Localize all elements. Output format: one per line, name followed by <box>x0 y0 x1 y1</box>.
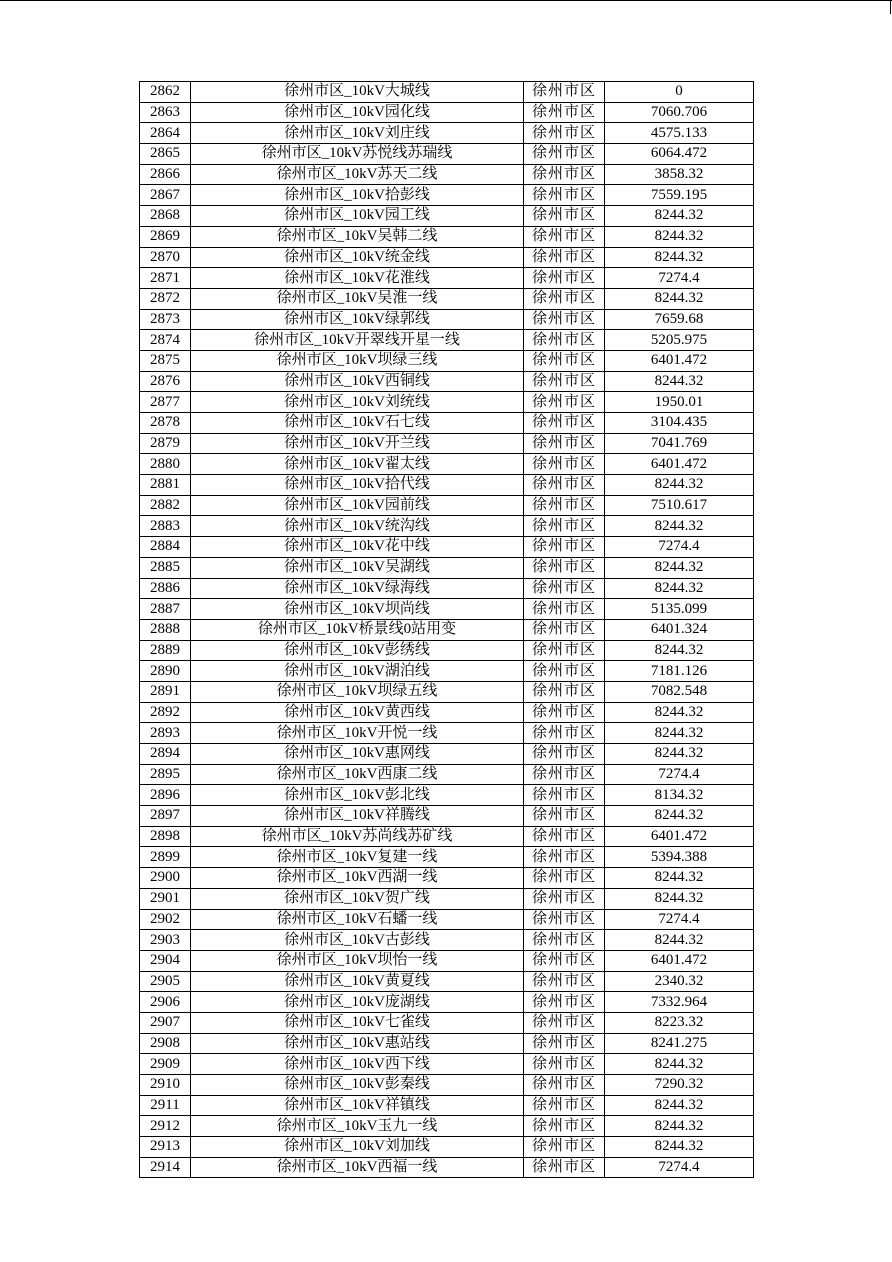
table-row <box>140 1075 754 1096</box>
region-cell: 徐州市区 <box>524 206 605 227</box>
line-name-cell: 徐州市区_10kV贺广线 <box>191 888 524 909</box>
table-row <box>140 288 754 309</box>
region-cell: 徐州市区 <box>524 806 605 827</box>
line-name-cell: 徐州市区_10kV玉九一线 <box>191 1116 524 1137</box>
value-cell: 6401.472 <box>605 454 754 475</box>
table-row <box>140 599 754 620</box>
value-cell: 8244.32 <box>605 868 754 889</box>
page-right-border <box>890 0 891 14</box>
table-row <box>140 268 754 289</box>
line-name-cell: 徐州市区_10kV彭绣线 <box>191 640 524 661</box>
line-name-cell: 徐州市区_10kV坝绿五线 <box>191 681 524 702</box>
line-name-cell: 徐州市区_10kV绿郭线 <box>191 309 524 330</box>
row-number-cell: 2909 <box>140 1054 191 1075</box>
row-number-cell: 2869 <box>140 226 191 247</box>
row-number-cell: 2866 <box>140 164 191 185</box>
row-number-cell: 2910 <box>140 1075 191 1096</box>
line-name-cell: 徐州市区_10kV苏尚线苏矿线 <box>191 826 524 847</box>
line-name-cell: 徐州市区_10kV彭北线 <box>191 785 524 806</box>
region-cell: 徐州市区 <box>524 681 605 702</box>
value-cell: 8244.32 <box>605 557 754 578</box>
table-row <box>140 1137 754 1158</box>
region-cell: 徐州市区 <box>524 847 605 868</box>
table-row <box>140 1157 754 1178</box>
line-name-cell: 徐州市区_10kV拾代线 <box>191 475 524 496</box>
line-name-cell: 徐州市区_10kV刘加线 <box>191 1137 524 1158</box>
row-number-cell: 2900 <box>140 868 191 889</box>
table-row <box>140 909 754 930</box>
line-name-cell: 徐州市区_10kV开兰线 <box>191 433 524 454</box>
line-name-cell: 徐州市区_10kV七雀线 <box>191 1012 524 1033</box>
table-row <box>140 950 754 971</box>
region-cell: 徐州市区 <box>524 1137 605 1158</box>
line-name-cell: 徐州市区_10kV苏天二线 <box>191 164 524 185</box>
table-row <box>140 102 754 123</box>
value-cell: 6401.472 <box>605 950 754 971</box>
value-cell: 7274.4 <box>605 764 754 785</box>
row-number-cell: 2897 <box>140 806 191 827</box>
value-cell: 6064.472 <box>605 144 754 165</box>
row-number-cell: 2872 <box>140 288 191 309</box>
table-row <box>140 144 754 165</box>
value-cell: 8244.32 <box>605 723 754 744</box>
value-cell: 8244.32 <box>605 516 754 537</box>
line-name-cell: 徐州市区_10kV开悦一线 <box>191 723 524 744</box>
table-row <box>140 82 754 103</box>
table-row <box>140 1116 754 1137</box>
row-number-cell: 2867 <box>140 185 191 206</box>
region-cell: 徐州市区 <box>524 1054 605 1075</box>
region-cell: 徐州市区 <box>524 785 605 806</box>
line-name-cell: 徐州市区_10kV花淮线 <box>191 268 524 289</box>
region-cell: 徐州市区 <box>524 930 605 951</box>
region-cell: 徐州市区 <box>524 992 605 1013</box>
row-number-cell: 2883 <box>140 516 191 537</box>
region-cell: 徐州市区 <box>524 288 605 309</box>
region-cell: 徐州市区 <box>524 909 605 930</box>
row-number-cell: 2891 <box>140 681 191 702</box>
page-top-border <box>0 0 892 1</box>
line-name-cell: 徐州市区_10kV黄西线 <box>191 702 524 723</box>
table-row <box>140 537 754 558</box>
line-name-cell: 徐州市区_10kV刘庄线 <box>191 123 524 144</box>
row-number-cell: 2914 <box>140 1157 191 1178</box>
value-cell: 6401.472 <box>605 826 754 847</box>
row-number-cell: 2908 <box>140 1033 191 1054</box>
value-cell: 7659.68 <box>605 309 754 330</box>
value-cell: 3858.32 <box>605 164 754 185</box>
region-cell: 徐州市区 <box>524 1157 605 1178</box>
table-row <box>140 868 754 889</box>
region-cell: 徐州市区 <box>524 1116 605 1137</box>
region-cell: 徐州市区 <box>524 557 605 578</box>
table-row <box>140 330 754 351</box>
table-row <box>140 247 754 268</box>
row-number-cell: 2879 <box>140 433 191 454</box>
value-cell: 8244.32 <box>605 578 754 599</box>
value-cell: 7510.617 <box>605 495 754 516</box>
region-cell: 徐州市区 <box>524 144 605 165</box>
region-cell: 徐州市区 <box>524 454 605 475</box>
value-cell: 6401.472 <box>605 350 754 371</box>
value-cell: 7181.126 <box>605 661 754 682</box>
region-cell: 徐州市区 <box>524 744 605 765</box>
line-name-cell: 徐州市区_10kV园前线 <box>191 495 524 516</box>
region-cell: 徐州市区 <box>524 371 605 392</box>
value-cell: 4575.133 <box>605 123 754 144</box>
region-cell: 徐州市区 <box>524 495 605 516</box>
value-cell: 7290.32 <box>605 1075 754 1096</box>
row-number-cell: 2911 <box>140 1095 191 1116</box>
region-cell: 徐州市区 <box>524 619 605 640</box>
table-row <box>140 723 754 744</box>
table-row <box>140 702 754 723</box>
table-row <box>140 516 754 537</box>
table-row <box>140 433 754 454</box>
table-row <box>140 392 754 413</box>
row-number-cell: 2888 <box>140 619 191 640</box>
row-number-cell: 2873 <box>140 309 191 330</box>
region-cell: 徐州市区 <box>524 1095 605 1116</box>
region-cell: 徐州市区 <box>524 1075 605 1096</box>
table-row <box>140 413 754 434</box>
line-name-cell: 徐州市区_10kV黄夏线 <box>191 971 524 992</box>
region-cell: 徐州市区 <box>524 599 605 620</box>
line-name-cell: 徐州市区_10kV西福一线 <box>191 1157 524 1178</box>
line-name-cell: 徐州市区_10kV祥镇线 <box>191 1095 524 1116</box>
value-cell: 7041.769 <box>605 433 754 454</box>
value-cell: 8244.32 <box>605 1116 754 1137</box>
value-cell: 8244.32 <box>605 206 754 227</box>
line-name-cell: 徐州市区_10kV西铜线 <box>191 371 524 392</box>
row-number-cell: 2902 <box>140 909 191 930</box>
table-row <box>140 847 754 868</box>
region-cell: 徐州市区 <box>524 433 605 454</box>
row-number-cell: 2881 <box>140 475 191 496</box>
value-cell: 7274.4 <box>605 268 754 289</box>
table-row <box>140 475 754 496</box>
table-row <box>140 681 754 702</box>
table-row <box>140 661 754 682</box>
table-row <box>140 226 754 247</box>
region-cell: 徐州市区 <box>524 868 605 889</box>
region-cell: 徐州市区 <box>524 330 605 351</box>
region-cell: 徐州市区 <box>524 82 605 103</box>
line-name-cell: 徐州市区_10kV坝绿三线 <box>191 350 524 371</box>
row-number-cell: 2871 <box>140 268 191 289</box>
line-name-cell: 徐州市区_10kV湖泊线 <box>191 661 524 682</box>
value-cell: 8244.32 <box>605 744 754 765</box>
value-cell: 8223.32 <box>605 1012 754 1033</box>
line-name-cell: 徐州市区_10kV古彭线 <box>191 930 524 951</box>
line-name-cell: 徐州市区_10kV开翠线开星一线 <box>191 330 524 351</box>
row-number-cell: 2864 <box>140 123 191 144</box>
value-cell: 8244.32 <box>605 1054 754 1075</box>
row-number-cell: 2874 <box>140 330 191 351</box>
row-number-cell: 2862 <box>140 82 191 103</box>
table-row <box>140 557 754 578</box>
value-cell: 8244.32 <box>605 1137 754 1158</box>
line-name-cell: 徐州市区_10kV园工线 <box>191 206 524 227</box>
value-cell: 0 <box>605 82 754 103</box>
line-name-cell: 徐州市区_10kV绿海线 <box>191 578 524 599</box>
value-cell: 7060.706 <box>605 102 754 123</box>
row-number-cell: 2885 <box>140 557 191 578</box>
row-number-cell: 2893 <box>140 723 191 744</box>
line-name-cell: 徐州市区_10kV桥景线0站用变 <box>191 619 524 640</box>
line-name-cell: 徐州市区_10kV翟太线 <box>191 454 524 475</box>
row-number-cell: 2880 <box>140 454 191 475</box>
table-row <box>140 826 754 847</box>
table-row <box>140 309 754 330</box>
region-cell: 徐州市区 <box>524 268 605 289</box>
table-row <box>140 640 754 661</box>
row-number-cell: 2878 <box>140 413 191 434</box>
line-name-cell: 徐州市区_10kV园化线 <box>191 102 524 123</box>
line-name-cell: 徐州市区_10kV花中线 <box>191 537 524 558</box>
region-cell: 徐州市区 <box>524 475 605 496</box>
region-cell: 徐州市区 <box>524 309 605 330</box>
line-name-cell: 徐州市区_10kV苏悦线苏瑞线 <box>191 144 524 165</box>
value-cell: 8134.32 <box>605 785 754 806</box>
row-number-cell: 2886 <box>140 578 191 599</box>
line-name-cell: 徐州市区_10kV西下线 <box>191 1054 524 1075</box>
value-cell: 5205.975 <box>605 330 754 351</box>
value-cell: 7559.195 <box>605 185 754 206</box>
line-name-cell: 徐州市区_10kV石蟠一线 <box>191 909 524 930</box>
region-cell: 徐州市区 <box>524 661 605 682</box>
row-number-cell: 2877 <box>140 392 191 413</box>
value-cell: 8244.32 <box>605 930 754 951</box>
region-cell: 徐州市区 <box>524 578 605 599</box>
row-number-cell: 2892 <box>140 702 191 723</box>
line-name-cell: 徐州市区_10kV惠网线 <box>191 744 524 765</box>
line-name-cell: 徐州市区_10kV大城线 <box>191 82 524 103</box>
row-number-cell: 2913 <box>140 1137 191 1158</box>
table-row <box>140 888 754 909</box>
value-cell: 8244.32 <box>605 640 754 661</box>
region-cell: 徐州市区 <box>524 640 605 661</box>
value-cell: 8244.32 <box>605 1095 754 1116</box>
row-number-cell: 2894 <box>140 744 191 765</box>
value-cell: 8244.32 <box>605 247 754 268</box>
region-cell: 徐州市区 <box>524 185 605 206</box>
row-number-cell: 2876 <box>140 371 191 392</box>
value-cell: 8241.275 <box>605 1033 754 1054</box>
row-number-cell: 2863 <box>140 102 191 123</box>
table-row <box>140 1033 754 1054</box>
table-row <box>140 578 754 599</box>
row-number-cell: 2884 <box>140 537 191 558</box>
region-cell: 徐州市区 <box>524 723 605 744</box>
table-row <box>140 971 754 992</box>
table-row <box>140 1095 754 1116</box>
region-cell: 徐州市区 <box>524 350 605 371</box>
region-cell: 徐州市区 <box>524 1033 605 1054</box>
row-number-cell: 2896 <box>140 785 191 806</box>
value-cell: 7274.4 <box>605 537 754 558</box>
table-row <box>140 930 754 951</box>
row-number-cell: 2865 <box>140 144 191 165</box>
row-number-cell: 2906 <box>140 992 191 1013</box>
region-cell: 徐州市区 <box>524 950 605 971</box>
line-name-cell: 徐州市区_10kV统金线 <box>191 247 524 268</box>
region-cell: 徐州市区 <box>524 164 605 185</box>
region-cell: 徐州市区 <box>524 516 605 537</box>
region-cell: 徐州市区 <box>524 247 605 268</box>
table-row <box>140 185 754 206</box>
value-cell: 1950.01 <box>605 392 754 413</box>
value-cell: 8244.32 <box>605 475 754 496</box>
table-row <box>140 371 754 392</box>
line-name-cell: 徐州市区_10kV石七线 <box>191 413 524 434</box>
line-name-cell: 徐州市区_10kV吴湖线 <box>191 557 524 578</box>
row-number-cell: 2868 <box>140 206 191 227</box>
row-number-cell: 2907 <box>140 1012 191 1033</box>
table-row <box>140 495 754 516</box>
region-cell: 徐州市区 <box>524 392 605 413</box>
value-cell: 8244.32 <box>605 226 754 247</box>
region-cell: 徐州市区 <box>524 1012 605 1033</box>
table-row <box>140 806 754 827</box>
region-cell: 徐州市区 <box>524 764 605 785</box>
table-row <box>140 992 754 1013</box>
table-row <box>140 764 754 785</box>
line-name-cell: 徐州市区_10kV西湖一线 <box>191 868 524 889</box>
region-cell: 徐州市区 <box>524 826 605 847</box>
row-number-cell: 2882 <box>140 495 191 516</box>
row-number-cell: 2890 <box>140 661 191 682</box>
value-cell: 8244.32 <box>605 288 754 309</box>
line-name-cell: 徐州市区_10kV祥腾线 <box>191 806 524 827</box>
line-name-cell: 徐州市区_10kV坝怡一线 <box>191 950 524 971</box>
value-cell: 5394.388 <box>605 847 754 868</box>
table-row <box>140 454 754 475</box>
line-name-cell: 徐州市区_10kV拾彭线 <box>191 185 524 206</box>
region-cell: 徐州市区 <box>524 123 605 144</box>
region-cell: 徐州市区 <box>524 971 605 992</box>
value-cell: 2340.32 <box>605 971 754 992</box>
region-cell: 徐州市区 <box>524 702 605 723</box>
line-name-cell: 徐州市区_10kV庞湖线 <box>191 992 524 1013</box>
table-row <box>140 785 754 806</box>
value-cell: 8244.32 <box>605 806 754 827</box>
table-row <box>140 164 754 185</box>
row-number-cell: 2904 <box>140 950 191 971</box>
line-name-cell: 徐州市区_10kV吴淮一线 <box>191 288 524 309</box>
line-name-cell: 徐州市区_10kV彭秦线 <box>191 1075 524 1096</box>
table-body <box>140 82 754 1178</box>
value-cell: 6401.324 <box>605 619 754 640</box>
region-cell: 徐州市区 <box>524 413 605 434</box>
row-number-cell: 2895 <box>140 764 191 785</box>
value-cell: 5135.099 <box>605 599 754 620</box>
table-row <box>140 350 754 371</box>
row-number-cell: 2899 <box>140 847 191 868</box>
row-number-cell: 2901 <box>140 888 191 909</box>
row-number-cell: 2875 <box>140 350 191 371</box>
value-cell: 7274.4 <box>605 1157 754 1178</box>
table-row <box>140 744 754 765</box>
region-cell: 徐州市区 <box>524 537 605 558</box>
region-cell: 徐州市区 <box>524 226 605 247</box>
region-cell: 徐州市区 <box>524 888 605 909</box>
value-cell: 8244.32 <box>605 371 754 392</box>
row-number-cell: 2898 <box>140 826 191 847</box>
line-name-cell: 徐州市区_10kV坝尚线 <box>191 599 524 620</box>
row-number-cell: 2903 <box>140 930 191 951</box>
line-name-cell: 徐州市区_10kV刘统线 <box>191 392 524 413</box>
value-cell: 8244.32 <box>605 702 754 723</box>
value-cell: 8244.32 <box>605 888 754 909</box>
data-table <box>139 81 754 1178</box>
line-name-cell: 徐州市区_10kV西康二线 <box>191 764 524 785</box>
region-cell: 徐州市区 <box>524 102 605 123</box>
value-cell: 7274.4 <box>605 909 754 930</box>
row-number-cell: 2870 <box>140 247 191 268</box>
value-cell: 7332.964 <box>605 992 754 1013</box>
line-name-cell: 徐州市区_10kV复建一线 <box>191 847 524 868</box>
row-number-cell: 2887 <box>140 599 191 620</box>
line-name-cell: 徐州市区_10kV统沟线 <box>191 516 524 537</box>
value-cell: 3104.435 <box>605 413 754 434</box>
table-row <box>140 123 754 144</box>
row-number-cell: 2905 <box>140 971 191 992</box>
value-cell: 7082.548 <box>605 681 754 702</box>
table-row <box>140 1054 754 1075</box>
table-row <box>140 1012 754 1033</box>
line-name-cell: 徐州市区_10kV惠站线 <box>191 1033 524 1054</box>
line-name-cell: 徐州市区_10kV吴韩二线 <box>191 226 524 247</box>
row-number-cell: 2889 <box>140 640 191 661</box>
row-number-cell: 2912 <box>140 1116 191 1137</box>
table-row <box>140 206 754 227</box>
table-row <box>140 619 754 640</box>
